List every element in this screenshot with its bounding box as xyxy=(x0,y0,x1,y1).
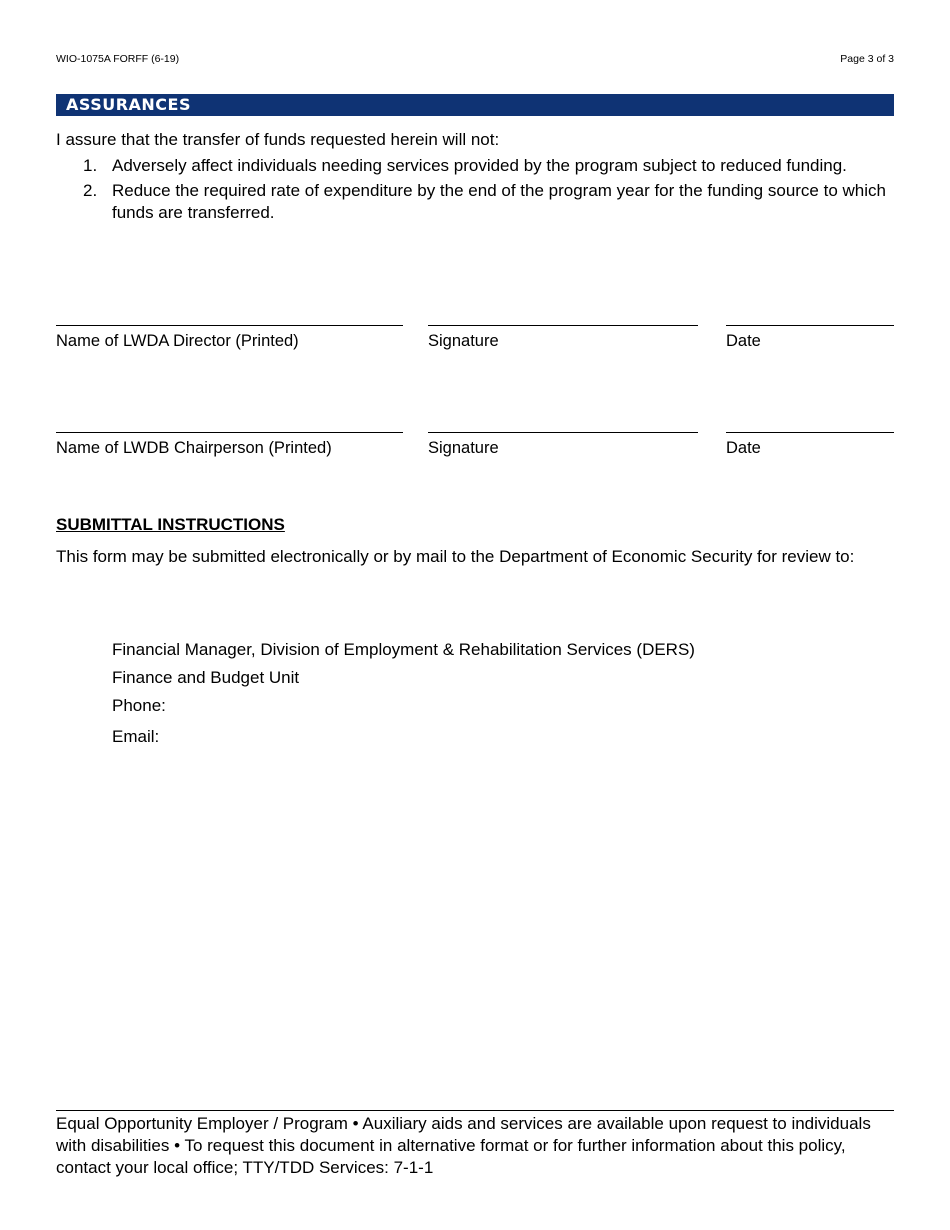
director-name-label: Name of LWDA Director (Printed) xyxy=(56,332,299,350)
director-name-line[interactable] xyxy=(56,325,403,326)
director-signature-line[interactable] xyxy=(428,325,698,326)
list-item xyxy=(80,180,900,224)
director-date-label: Date xyxy=(726,332,761,350)
list-item-text: Reduce the required rate of expenditure by the end of the program year for the funding source to which funds are transferred. xyxy=(112,181,886,222)
footer-text: Equal Opportunity Employer / Program • Auxiliary aids and services are available upon request to individuals with disabilities • To request this document in alternative format or for further information about this policy, contact your local office; TTY/TDD Services: 7-1-1 xyxy=(56,1114,871,1177)
page-number: Page 3 of 3 xyxy=(840,53,894,65)
address-line-2: Finance and Budget Unit xyxy=(112,668,300,687)
submittal-heading: SUBMITTAL INSTRUCTIONS xyxy=(56,515,285,534)
chairperson-name-line[interactable] xyxy=(56,432,403,433)
assurances-intro: I assure that the transfer of funds requested herein will not: xyxy=(56,130,500,149)
chairperson-date-line[interactable] xyxy=(726,432,894,433)
chairperson-date-label: Date xyxy=(726,439,761,457)
chairperson-signature-line[interactable] xyxy=(428,432,698,433)
email-label: Email: xyxy=(112,727,160,746)
list-item-number: 1. xyxy=(83,156,98,175)
list-item xyxy=(80,155,900,177)
list-item-number: 2. xyxy=(83,181,98,200)
list-item-text: Adversely affect individuals needing services provided by the program subject to reduced funding. xyxy=(112,156,847,175)
phone-label: Phone: xyxy=(112,696,166,715)
assurances-heading: ASSURANCES xyxy=(56,94,894,116)
footer-divider xyxy=(56,1110,894,1111)
assurances-list xyxy=(80,155,900,227)
form-id: WIO-1075A FORFF (6-19) xyxy=(56,53,180,65)
address-line-1: Financial Manager, Division of Employment & Rehabilitation Services (DERS) xyxy=(112,640,695,659)
chairperson-name-label: Name of LWDB Chairperson (Printed) xyxy=(56,439,332,457)
chairperson-signature-label: Signature xyxy=(428,439,499,457)
submittal-text: This form may be submitted electronically or by mail to the Department of Economic Security for review to: xyxy=(56,547,855,566)
director-signature-label: Signature xyxy=(428,332,499,350)
director-date-line[interactable] xyxy=(726,325,894,326)
